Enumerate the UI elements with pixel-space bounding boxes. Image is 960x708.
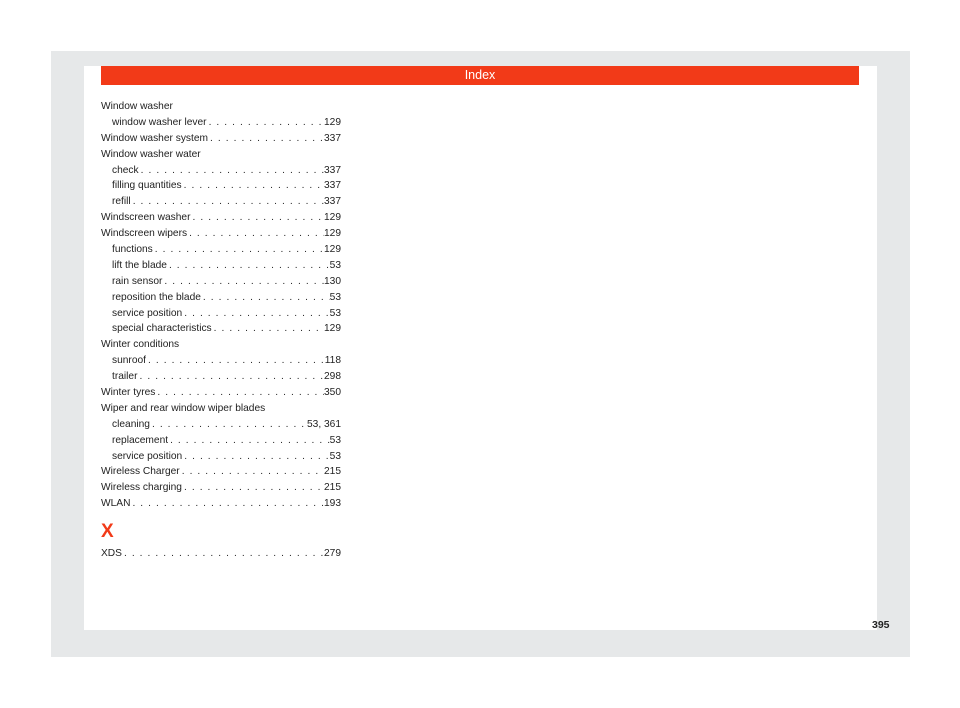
index-section-x (101, 546, 341, 562)
dot-leader (153, 242, 324, 258)
index-section-w (101, 99, 341, 512)
index-term: trailer (112, 371, 138, 383)
index-entry (101, 115, 341, 131)
index-page-ref: 53 (329, 307, 341, 319)
index-entry (101, 131, 341, 147)
index-term: reposition the blade (112, 291, 201, 303)
letter-heading-x: X (101, 521, 114, 543)
index-term: service position (112, 450, 183, 462)
index-term: Winter tyres (101, 387, 156, 399)
index-page-ref: 118 (324, 355, 341, 367)
index-entry (101, 353, 341, 369)
index-page-ref: 53, 361 (307, 418, 341, 430)
index-entry (101, 226, 341, 242)
index-entry (101, 337, 341, 353)
dot-leader (168, 433, 330, 449)
index-page-ref: 350 (324, 387, 341, 399)
index-page-ref: 129 (324, 212, 341, 224)
index-page-ref: 53 (329, 259, 341, 271)
index-entry (101, 449, 341, 465)
dot-leader (139, 163, 324, 179)
dot-leader (207, 115, 324, 131)
index-entry (101, 258, 341, 274)
index-term: XDS (101, 548, 122, 560)
index-term: Wireless Charger (101, 466, 180, 478)
index-term: WLAN (101, 498, 131, 510)
index-page-ref: 129 (324, 323, 341, 335)
index-term: special characteristics (112, 323, 212, 335)
dot-leader (146, 353, 325, 369)
dot-leader (201, 290, 330, 306)
index-page-ref: 193 (324, 498, 341, 510)
index-entry (101, 99, 341, 115)
dot-leader (155, 385, 324, 401)
page-number: 395 (872, 619, 890, 631)
index-entry (101, 417, 341, 433)
dot-leader (130, 496, 324, 512)
index-page-ref: 337 (324, 180, 341, 192)
index-term: functions (112, 244, 153, 256)
dot-leader (208, 131, 324, 147)
index-term: window washer lever (112, 116, 207, 128)
dot-leader (167, 258, 330, 274)
index-page-ref: 129 (324, 228, 341, 240)
dot-leader (182, 449, 329, 465)
index-page-ref: 215 (324, 466, 341, 478)
dot-leader (182, 178, 324, 194)
index-entry (101, 321, 341, 337)
index-term: service position (112, 307, 183, 319)
index-entry (101, 401, 341, 417)
index-term: replacement (112, 434, 169, 446)
index-page-ref: 129 (324, 116, 341, 128)
index-entry (101, 306, 341, 322)
index-page-ref: 298 (324, 371, 341, 383)
index-entry (101, 480, 341, 496)
index-term: Windscreen washer (101, 212, 191, 224)
index-entry (101, 464, 341, 480)
index-entry (101, 178, 341, 194)
index-term: Windscreen wipers (101, 228, 188, 240)
dot-leader (212, 321, 324, 337)
index-term: cleaning (112, 418, 150, 430)
index-entry (101, 496, 341, 512)
index-entry (101, 242, 341, 258)
index-page-ref: 337 (324, 164, 341, 176)
dot-leader (182, 306, 329, 322)
index-term: lift the blade (112, 259, 167, 271)
index-page-ref: 337 (324, 132, 341, 144)
index-term: Winter conditions (101, 339, 180, 351)
index-entry (101, 147, 341, 163)
index-page-ref: 337 (324, 196, 341, 208)
index-page-ref: 279 (324, 548, 341, 560)
dot-leader (182, 480, 324, 496)
index-entry (101, 369, 341, 385)
dot-leader (162, 274, 324, 290)
dot-leader (150, 417, 307, 433)
dot-leader (180, 464, 324, 480)
index-entry (101, 163, 341, 179)
index-term: refill (112, 196, 131, 208)
index-entry (101, 433, 341, 449)
index-entry (101, 210, 341, 226)
index-entry (101, 546, 341, 562)
index-term: rain sensor (112, 275, 163, 287)
index-entry (101, 274, 341, 290)
index-term: check (112, 164, 139, 176)
index-entry (101, 290, 341, 306)
index-page-ref: 130 (324, 275, 341, 287)
dot-leader (187, 226, 324, 242)
index-term: Wireless charging (101, 482, 182, 494)
index-header: Index (101, 66, 859, 85)
index-term: Window washer (101, 101, 173, 112)
index-page-ref: 53 (329, 434, 341, 446)
index-page-ref: 53 (329, 450, 341, 462)
index-term: sunroof (112, 355, 146, 367)
index-term: filling quantities (112, 180, 182, 192)
index-entry (101, 385, 341, 401)
dot-leader (137, 369, 324, 385)
index-page-ref: 53 (329, 291, 341, 303)
index-page-ref: 215 (324, 482, 341, 494)
index-term: Window washer system (101, 132, 208, 144)
dot-leader (190, 210, 324, 226)
index-entry (101, 194, 341, 210)
index-column (101, 99, 341, 562)
index-page-ref: 129 (324, 244, 341, 256)
dot-leader (131, 194, 324, 210)
dot-leader (122, 546, 324, 562)
index-term: Wiper and rear window wiper blades (101, 402, 266, 414)
index-term: Window washer water (101, 148, 201, 160)
